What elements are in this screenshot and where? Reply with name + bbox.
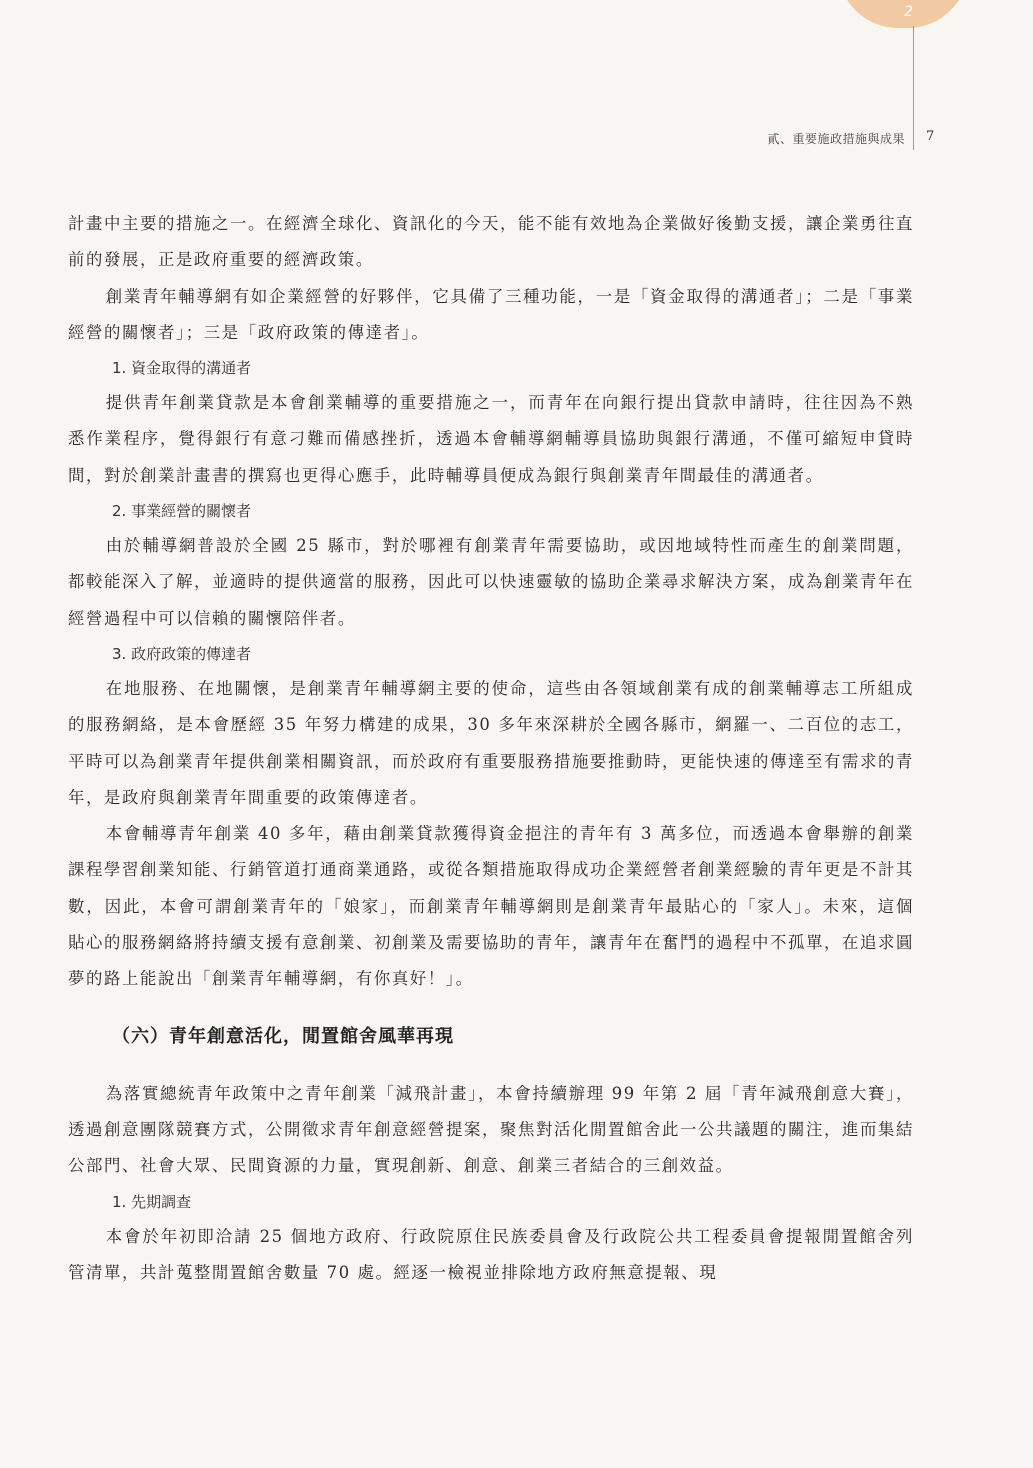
- paragraph: 在地服務、在地關懷，是創業青年輔導網主要的使命，這些由各領域創業有成的創業輔導志工所組成的服務網絡，是本會歷經 35 年努力構建的成果，30 多年來深耕於全國各縣市，網羅一、二百位的志工，平時可以為創業青年提供創業相關資訊，而於政府有重要服務措施要推動時，更能快速的傳達至有需求的青年，是政府與創業青年間重要的政策傳達者。: [68, 678, 914, 807]
- paragraph: 由於輔導網普設於全國 25 縣市，對於哪裡有創業青年需要協助，或因地域特性而產生的創業問題，都較能深入了解，並適時的提供適當的服務，因此可以快速靈敏的協助企業尋求解決方案，成為創業青年在經營過程中可以信賴的關懷陪伴者。: [68, 536, 914, 628]
- chapter-tab-number: 2: [904, 4, 913, 20]
- paragraph: 本會於年初即洽請 25 個地方政府、行政院原住民族委員會及行政院公共工程委員會提報閒置館舍列管清單，共計蒐整閒置館舍數量 70 處。經逐一檢視並排除地方政府無意提報、現: [68, 1226, 914, 1282]
- subheading: 1. 先期調查: [112, 1192, 192, 1211]
- paragraph: 本會輔導青年創業 40 多年，藉由創業貸款獲得資金挹注的青年有 3 萬多位，而透過本會舉辦的創業課程學習創業知能、行銷管道打通商業通路，或從各類措施取得成功企業經營者創業經驗的青年更是不計其數，因此，本會可謂創業青年的「娘家」，而創業青年輔導網則是創業青年最貼心的「家人」。未來，這個貼心的服務網絡將持續支援有意創業、初創業及需要協助的青年，讓青年在奮鬥的過程中不孤單，在追求圓夢的路上能說出「創業青年輔導網，有你真好！」。: [68, 824, 914, 989]
- page-body: [68, 206, 914, 1291]
- paragraph: 創業青年輔導網有如企業經營的好夥伴，它具備了三種功能，一是「資金取得的溝通者」；二是「事業經營的關懷者」；三是「政府政策的傳達者」。: [68, 286, 914, 342]
- header-divider: [913, 26, 914, 150]
- subheading: 1. 資金取得的溝通者: [112, 359, 252, 378]
- paragraph: 為落實總統青年政策中之青年創業「減飛計畫」，本會持續辦理 99 年第 2 屆「青年減飛創意大賽」，透過創意團隊競賽方式，公開徵求青年創意經營提案，聚焦對活化閒置館舍此一公共議題的關注，進而集結公部門、社會大眾、民間資源的力量，實現創新、創意、創業三者結合的三創效益。: [68, 1083, 914, 1176]
- chapter-tab: [838, 0, 968, 28]
- subheading: 2. 事業經營的關懷者: [112, 502, 252, 521]
- subheading: 3. 政府政策的傳達者: [112, 644, 252, 663]
- running-head: 貳、重要施政措施與成果: [767, 132, 905, 146]
- section-heading: （六）青年創意活化，閒置館舍風華再現: [112, 1025, 454, 1047]
- paragraph: 提供青年創業貸款是本會創業輔導的重要措施之一，而青年在向銀行提出貸款申請時，往往因為不熟悉作業程序，覺得銀行有意刁難而備感挫折，透過本會輔導網輔導員協助與銀行溝通，不僅可縮短申貸時間，對於創業計畫書的撰寫也更得心應手，此時輔導員便成為銀行與創業青年間最佳的溝通者。: [68, 393, 914, 485]
- page-number: 7: [926, 129, 935, 144]
- paragraph: 計畫中主要的措施之一。在經濟全球化、資訊化的今天，能不能有效地為企業做好後勤支援，讓企業勇往直前的發展，正是政府重要的經濟政策。: [68, 214, 914, 270]
